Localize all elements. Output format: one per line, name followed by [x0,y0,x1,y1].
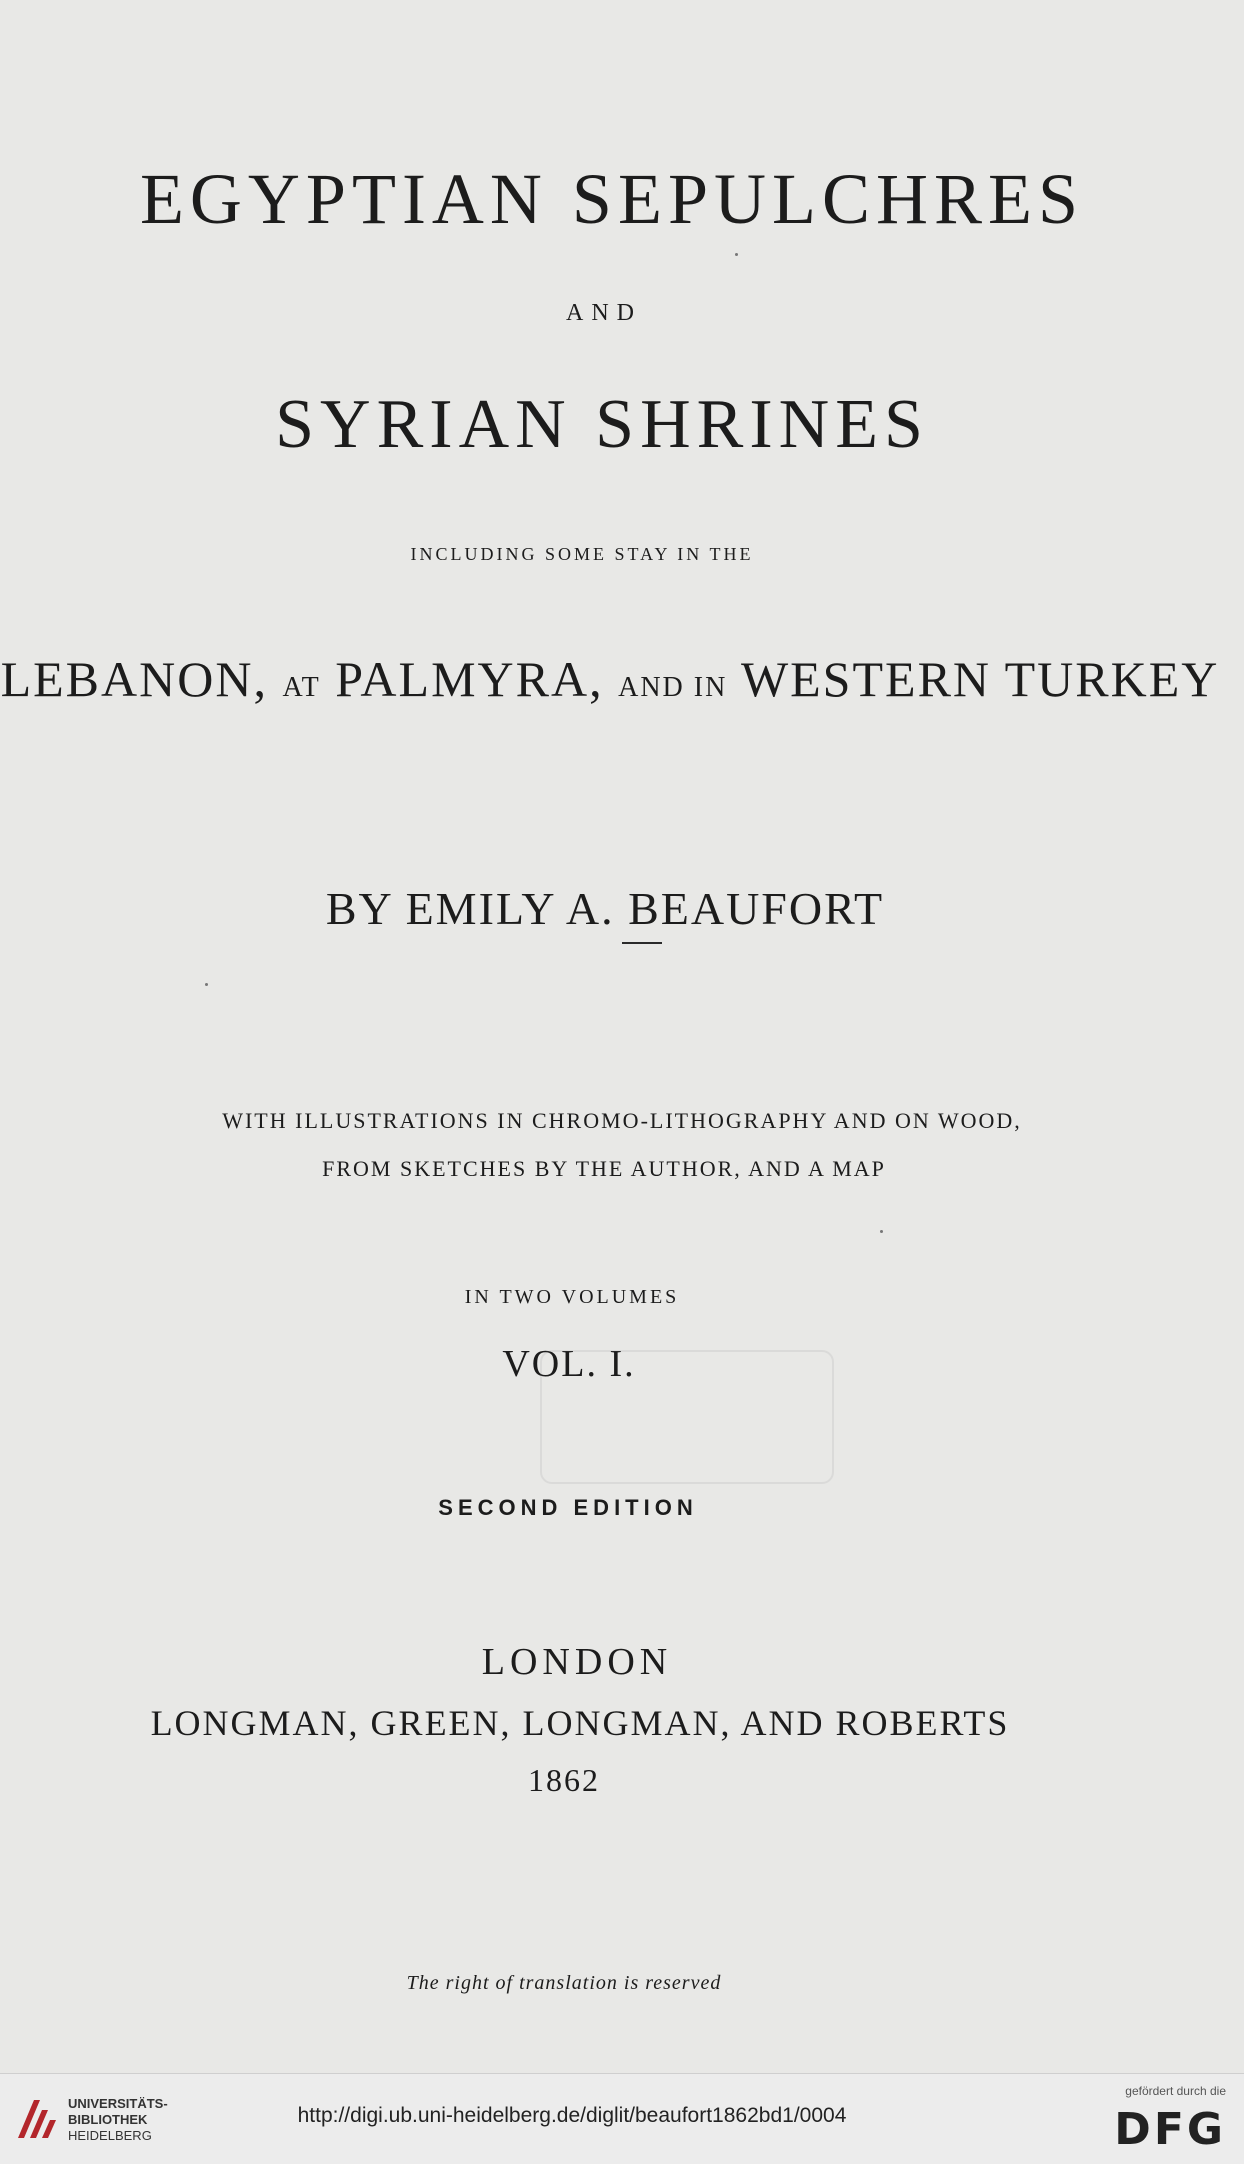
publisher-name: LONGMAN, GREEN, LONGMAN, AND ROBERTS [150,1703,1010,1743]
place-palmyra: PALMYRA, [335,651,604,707]
paper-speck [205,983,208,986]
rights-notice: The right of translation is reserved [406,1972,722,1994]
permalink-url[interactable]: http://digi.ub.uni-heidelberg.de/diglit/beaufort1862bd1/0004 [297,2104,847,2127]
illustrations-line-1: WITH ILLUSTRATIONS IN CHROMO-LITHOGRAPHY AND ON WOOD, [222,1108,1022,1133]
author-line: BY EMILY A. BEAUFORT [325,883,885,934]
viewer-footer [0,2073,1244,2164]
including-subtitle: INCLUDING SOME STAY IN THE [410,544,754,564]
word-at: AT [282,672,321,703]
volume-number: VOL. I. [502,1343,636,1385]
author-rule [622,942,662,944]
place-western-turkey: WESTERN TURKEY [740,651,1220,707]
word-and-in: AND IN [618,672,728,703]
library-name-line-3: HEIDELBERG [68,2128,152,2143]
faded-stamp [540,1350,834,1484]
library-name-line-1: UNIVERSITÄTS- [68,2096,168,2111]
title-line-2: SYRIAN SHRINES [275,386,929,463]
sponsor-text: gefördert durch die [1125,2084,1226,2098]
edition-label: SECOND EDITION [438,1495,698,1520]
title-and: AND [566,300,642,326]
title-line-1: EGYPTIAN SEPULCHRES [139,159,1085,239]
publisher-city: LONDON [481,1641,673,1683]
publication-year: 1862 [528,1762,600,1798]
place-lebanon: LEBANON, [0,651,268,707]
places-subtitle [0,650,1232,708]
paper-speck [880,1230,883,1233]
volumes-note: IN TWO VOLUMES [464,1286,680,1308]
illustrations-line-2: FROM SKETCHES BY THE AUTHOR, AND A MAP [322,1156,886,1181]
library-name-line-2: BIBLIOTHEK [68,2112,148,2127]
paper-speck [735,253,738,256]
dfg-logo[interactable]: DFG [1114,2104,1226,2155]
